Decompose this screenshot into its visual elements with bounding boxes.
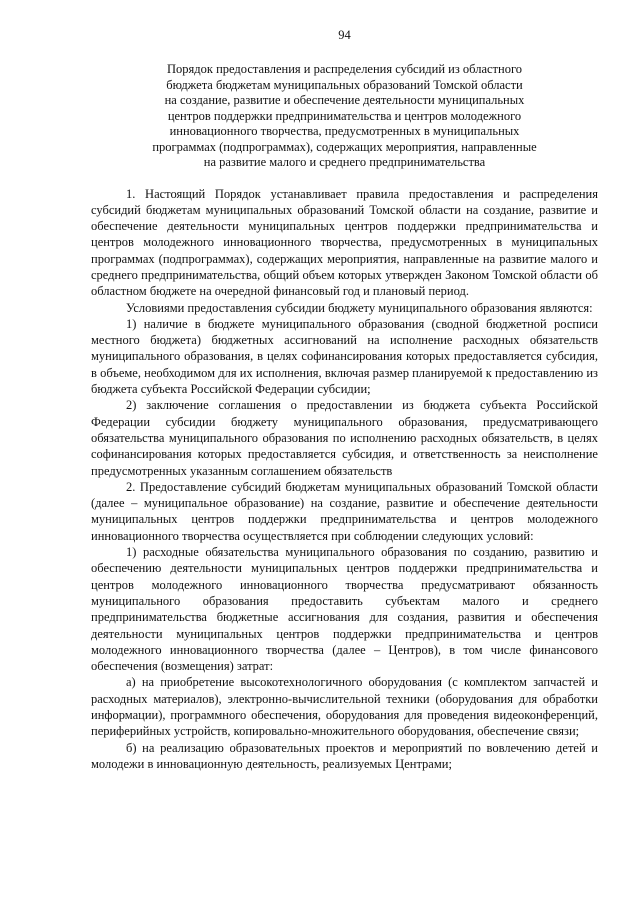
title-line: Порядок предоставления и распределения субсидий из областного: [166, 62, 523, 76]
paragraph: 2) заключение соглашения о предоставлении из бюджета субъекта Российской Федерации субсидии бюджету муниципального образования, предусматривающего обязательства муниципального образования по исполнению расходных обязательств, в целях софинансирования которых предоставляется субсидия, и ответственность за неисполнение предусмотренных указанным соглашением обязательств: [91, 398, 598, 478]
paragraph: 1) расходные обязательства муниципального образования по созданию, развитию и обеспечению деятельности муниципальных центров поддержки предпринимательства и центров молодежного инновационного творчества предусматривают обязанность муниципального образования предоставить субъектам малого и среднего предпринимательства бюджетные ассигнования для создания, развития и обеспечения деятельности муниципальных центров поддержки предпринимательства и центров молодежного инновационного творчества (далее – Центров), в том числе финансового обеспечения (возмещения) затрат:: [91, 545, 598, 674]
title-line: бюджета бюджетам муниципальных образований Томской области: [166, 77, 523, 92]
paragraph: 1. Настоящий Порядок устанавливает правила предоставления и распределения субсидий бюджетам муниципальных образований Томской области на создание, развитие и обеспечение деятельности муниципальных центров поддержки предпринимательства и центров молодежного инновационного творчества, предусмотренных в муниципальных программах (подпрограммах), содержащих мероприятия, направленные на развитие малого и среднего предпринимательства, общий объем которых утвержден Законом Томской области об областном бюджете на очередной финансовый год и плановый период.: [91, 186, 598, 299]
page-number: 94: [338, 28, 351, 42]
title-line: программах (подпрограммах), содержащих мероприятия, направленные: [152, 139, 537, 154]
title-line: центров поддержки предпринимательства и центров молодежного: [167, 108, 522, 123]
paragraph: Условиями предоставления субсидии бюджету муниципального образования являются:: [126, 300, 593, 315]
paragraph: 1) наличие в бюджете муниципального образования (сводной бюджетной росписи местного бюджета) бюджетных ассигнований на исполнение расходных обязательств муниципального образования, в целях софинансирования которых предоставляется субсидия, в объеме, необходимом для их исполнения, включая размер планируемой к предоставлению из бюджета субъекта Российской Федерации субсидии;: [91, 316, 598, 397]
document-body: [91, 186, 598, 773]
title-line: на создание, развитие и обеспечение деятельности муниципальных: [164, 93, 525, 107]
paragraph: а) на приобретение высокотехнологичного оборудования (с комплектом запчастей и расходных материалов), электронно-вычислительной техники (оборудования для обработки информации), программного обеспечения, оборудования для проведения видеоконференций, периферийных устройств, копировально-множительного оборудования, обеспечение связи;: [91, 675, 598, 739]
title-line: на развитие малого и среднего предпринимательства: [203, 155, 486, 169]
paragraph: 2. Предоставление субсидий бюджетам муниципальных образований Томской области (далее – муниципальное образование) на создание, развитие и обеспечение деятельности муниципальных центров поддержки предпринимательства и центров молодежного инновационного творчества осуществляется при соблюдении следующих условий:: [91, 479, 598, 543]
document-title: [91, 62, 598, 171]
title-line: инновационного творчества, предусмотренных в муниципальных: [169, 124, 520, 138]
paragraph: б) на реализацию образовательных проектов и мероприятий по вовлечению детей и молодежи в инновационную деятельность, реализуемых Центрами;: [91, 740, 598, 771]
